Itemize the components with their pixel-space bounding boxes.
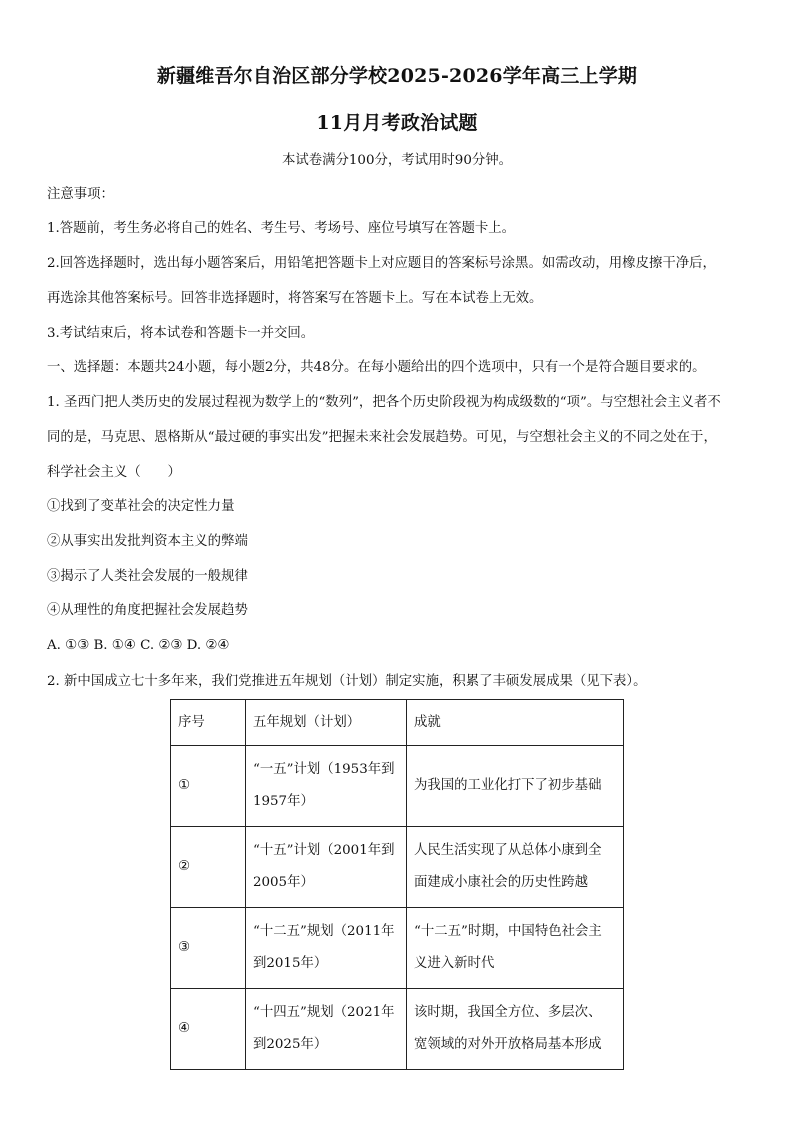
section1-intro: 一、选择题：本题共24小题，每小题2分，共48分。在每小题给出的四个选项中，只有一个是符合题目要求的。 bbox=[47, 360, 706, 375]
row-number: ① bbox=[171, 746, 246, 827]
plan-line2: 到2015年） bbox=[253, 956, 328, 971]
exam-title-line1: 新疆维吾尔自治区部分学校2025-2026学年高三上学期 bbox=[156, 65, 638, 87]
achievement-cell bbox=[407, 989, 624, 1070]
achievement-line2: 面建成小康社会的历史性跨越 bbox=[414, 875, 589, 890]
row-number: ④ bbox=[171, 989, 246, 1070]
table-row bbox=[171, 989, 624, 1070]
notice-item-2-line2: 再选涂其他答案标号。回答非选择题时，将答案写在答题卡上。写在本试卷上无效。 bbox=[47, 291, 543, 306]
q1-stem-line2: 同的是，马克思、恩格斯从“最过硬的事实出发”把握未来社会发展趋势。可见，与空想社会主义的不同之处在于， bbox=[47, 430, 717, 445]
q1-stem-line3: 科学社会主义（ ） bbox=[47, 465, 181, 480]
plan-line2: 2005年） bbox=[253, 875, 314, 890]
q1-option-3: ③揭示了人类社会发展的一般规律 bbox=[47, 569, 248, 584]
table-row bbox=[171, 908, 624, 989]
exam-subtitle: 本试卷满分100分，考试用时90分钟。 bbox=[281, 153, 513, 168]
exam-title-line2: 11月月考政治试题 bbox=[316, 112, 478, 134]
achievement-cell bbox=[407, 827, 624, 908]
notice-heading: 注意事项： bbox=[47, 187, 114, 202]
header-cell-no: 序号 bbox=[171, 700, 246, 746]
achievement-line2: 义进入新时代 bbox=[414, 956, 495, 971]
plan-line1: “一五”计划（1953年到 bbox=[253, 762, 395, 777]
achievement-line2: 宽领域的对外开放格局基本形成 bbox=[414, 1037, 602, 1052]
plan-line1: “十四五”规划（2021年 bbox=[253, 1005, 395, 1020]
notice-item-3: 3.考试结束后，将本试卷和答题卡一并交回。 bbox=[47, 326, 315, 341]
achievement-line1: 为我国的工业化打下了初步基础 bbox=[414, 778, 602, 793]
plan-cell bbox=[246, 746, 407, 827]
achievement-line1: “十二五”时期，中国特色社会主 bbox=[414, 924, 602, 939]
achievement-line1: 该时期，我国全方位、多层次、 bbox=[414, 1005, 602, 1020]
table-header-row bbox=[171, 700, 624, 746]
achievement-line1: 人民生活实现了从总体小康到全 bbox=[414, 843, 602, 858]
q1-stem-line1: 1. 圣西门把人类历史的发展过程视为数学上的“数列”，把各个历史阶段视为构成级数的“项”。与空想社会主义者不 bbox=[47, 395, 721, 410]
five-year-plan-table bbox=[170, 699, 624, 1070]
q1-option-2: ②从事实出发批判资本主义的弊端 bbox=[47, 534, 248, 549]
header-cell-plan: 五年规划（计划） bbox=[246, 700, 407, 746]
plan-cell bbox=[246, 827, 407, 908]
notice-item-1: 1.答题前，考生务必将自己的姓名、考生号、考场号、座位号填写在答题卡上。 bbox=[47, 221, 516, 236]
plan-line1: “十二五”规划（2011年 bbox=[253, 924, 395, 939]
header-cell-achievement: 成就 bbox=[407, 700, 624, 746]
plan-line2: 1957年） bbox=[253, 794, 314, 809]
achievement-cell bbox=[407, 746, 624, 827]
table-row bbox=[171, 827, 624, 908]
plan-cell bbox=[246, 908, 407, 989]
notice-item-2-line1: 2.回答选择题时，选出每小题答案后，用铅笔把答题卡上对应题目的答案标号涂黑。如需改动，用橡皮擦干净后， bbox=[47, 256, 716, 271]
row-number: ③ bbox=[171, 908, 246, 989]
q1-option-1: ①找到了变革社会的决定性力量 bbox=[47, 499, 235, 514]
plan-line1: “十五”计划（2001年到 bbox=[253, 843, 395, 858]
q2-stem-line1: 2. 新中国成立七十多年来，我们党推进五年规划（计划）制定实施，积累了丰硕发展成果（见下表）。 bbox=[47, 674, 647, 689]
q1-option-4: ④从理性的角度把握社会发展趋势 bbox=[47, 603, 248, 618]
q1-choices: A. ①③ B. ①④ C. ②③ D. ②④ bbox=[47, 638, 230, 653]
plan-cell bbox=[246, 989, 407, 1070]
plan-line2: 到2025年） bbox=[253, 1037, 328, 1052]
table-row bbox=[171, 746, 624, 827]
achievement-cell bbox=[407, 908, 624, 989]
row-number: ② bbox=[171, 827, 246, 908]
